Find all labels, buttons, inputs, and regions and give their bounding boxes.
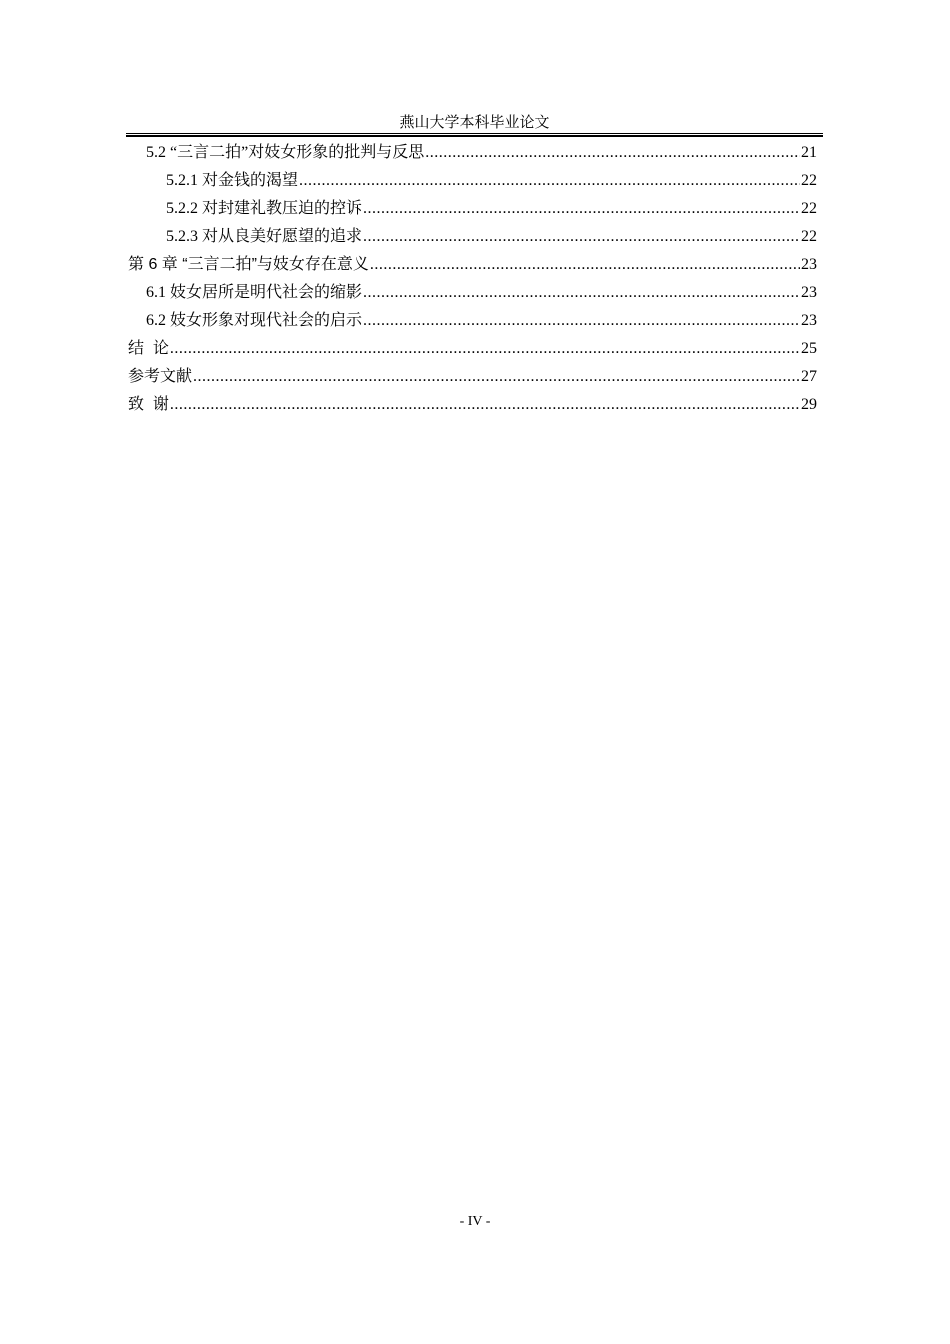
toc-entry-page: 21 [801, 144, 817, 161]
toc-entry-label: 5.2.2 对封建礼教压迫的控诉 [166, 200, 363, 217]
toc-entry-label: 6.2 妓女形象对现代社会的启示 [146, 312, 363, 329]
toc-entry-label: 致 谢 [128, 396, 169, 413]
toc-dot-leader [370, 251, 800, 279]
toc-dot-leader [363, 195, 800, 223]
toc-dot-leader [425, 139, 800, 167]
toc-dot-leader [363, 223, 800, 251]
toc-entry-page: 23 [801, 284, 817, 301]
toc-entry-page: 25 [801, 340, 817, 357]
toc-entry-page: 22 [801, 200, 817, 217]
toc-entry-6-1[interactable] [128, 279, 817, 307]
toc-entry-5-2-1[interactable] [128, 167, 817, 195]
toc-entry-label: 第 6 章 “三言二拍”与妓女存在意义 [128, 256, 369, 273]
toc-entry-5-2[interactable] [128, 139, 817, 167]
toc-entry-acknowledgements[interactable] [128, 391, 817, 419]
toc-dot-leader [363, 279, 800, 307]
toc-entry-label: 结 论 [128, 340, 169, 357]
toc-dot-leader [299, 167, 800, 195]
toc-entry-label: 参考文献 [128, 368, 193, 385]
toc-entry-page: 23 [801, 312, 817, 329]
toc-entry-page: 22 [801, 172, 817, 189]
toc-entry-page: 22 [801, 228, 817, 245]
toc-entry-label: 6.1 妓女居所是明代社会的缩影 [146, 284, 363, 301]
toc-dot-leader [170, 335, 800, 363]
toc-entry-label: 5.2 “三言二拍”对妓女形象的批判与反思 [146, 144, 425, 161]
page-number: - IV - [459, 1214, 491, 1229]
toc-entry-5-2-2[interactable] [128, 195, 817, 223]
toc-entry-6-2[interactable] [128, 307, 817, 335]
page-header [126, 114, 823, 138]
toc-dot-leader [193, 363, 800, 391]
toc-entry-conclusion[interactable] [128, 335, 817, 363]
toc-entry-page: 27 [801, 368, 817, 385]
toc-entry-5-2-3[interactable] [128, 223, 817, 251]
toc-entry-label: 5.2.1 对金钱的渴望 [166, 172, 299, 189]
header-title: 燕山大学本科毕业论文 [399, 115, 550, 131]
toc-entry-references[interactable] [128, 363, 817, 391]
table-of-contents [128, 139, 817, 419]
toc-entry-page: 29 [801, 396, 817, 413]
header-rule-thick [126, 135, 823, 137]
toc-dot-leader [363, 307, 800, 335]
toc-dot-leader [170, 391, 800, 419]
toc-entry-page: 23 [801, 256, 817, 273]
header-rule-thin [126, 133, 823, 134]
toc-entry-chapter-6[interactable] [128, 251, 817, 279]
toc-entry-label: 5.2.3 对从良美好愿望的追求 [166, 228, 363, 245]
